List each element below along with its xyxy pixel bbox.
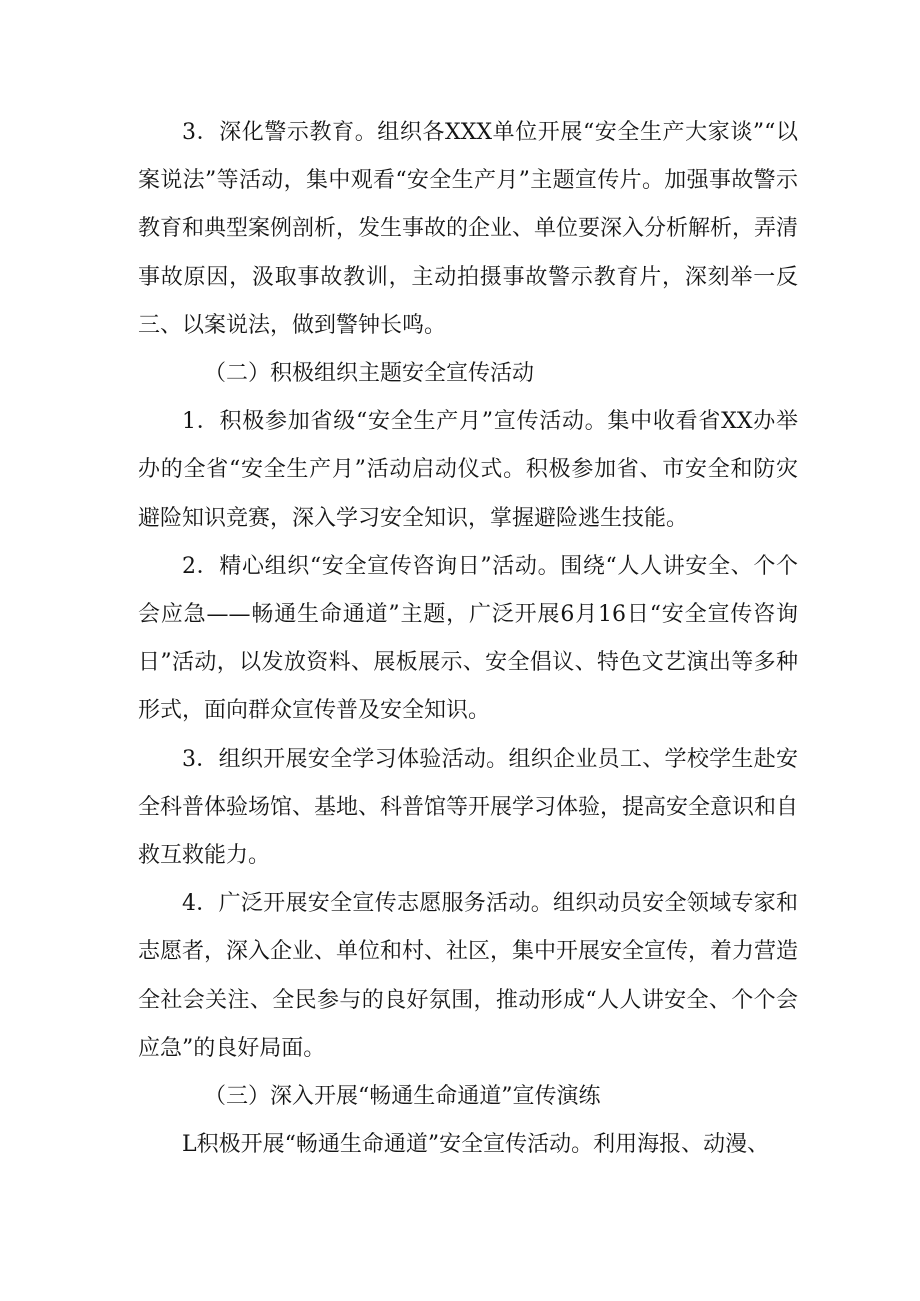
document-body (138, 109, 798, 1169)
paragraph-item-3-warning-education: 3．深化警示教育。组织各XXX单位开展“安全生产大家谈”“以案说法”等活动，集中观看“安全生产月”主题宣传片。加强事故警示教育和典型案例剖析，发生事故的企业、单位要深入分析解析，弄清事故原因，汲取事故教训，主动拍摄事故警示教育片，深刻举一反三、以案说法，做到警钟长鸣。 (138, 120, 799, 338)
paragraph-item-1-provincial-activity: 1．积极参加省级“安全生产月”宣传活动。集中收看省XX办举办的全省“安全生产月”活动启动仪式。积极参加省、市安全和防灾避险知识竞赛，深入学习安全知识，掌握避险逃生技能。 (138, 409, 798, 531)
paragraph-item-4-volunteer-service: 4．广泛开展安全宣传志愿服务活动。组织动员安全领域专家和志愿者，深入企业、单位和村、社区，集中开展安全宣传，着力营造全社会关注、全民参与的良好氛围，推动形成“人人讲安全、个个会应急”的良好局面。 (138, 891, 799, 1061)
section-heading-2: （二）积极组织主题安全宣传活动 (204, 361, 535, 387)
paragraph-item-1-life-channel: L积极开展“畅通生命通道”安全宣传活动。利用海报、动漫、 (182, 1132, 770, 1158)
paragraph-item-2-consultation-day: 2．精心组织“安全宣传咨询日”活动。围绕“人人讲安全、个个会应急——畅通生命通道”主题，广泛开展6月16日“安全宣传咨询日”活动，以发放资料、展板展示、安全倡议、特色文艺演出等多种形式，面向群众宣传普及安全知识。 (138, 553, 798, 724)
paragraph-item-3-learning-experience: 3．组织开展安全学习体验活动。组织企业员工、学校学生赴安全科普体验场馆、基地、科普馆等开展学习体验，提高安全意识和自救互救能力。 (138, 746, 799, 869)
section-heading-3: （三）深入开展“畅通生命通道”宣传演练 (204, 1084, 601, 1110)
